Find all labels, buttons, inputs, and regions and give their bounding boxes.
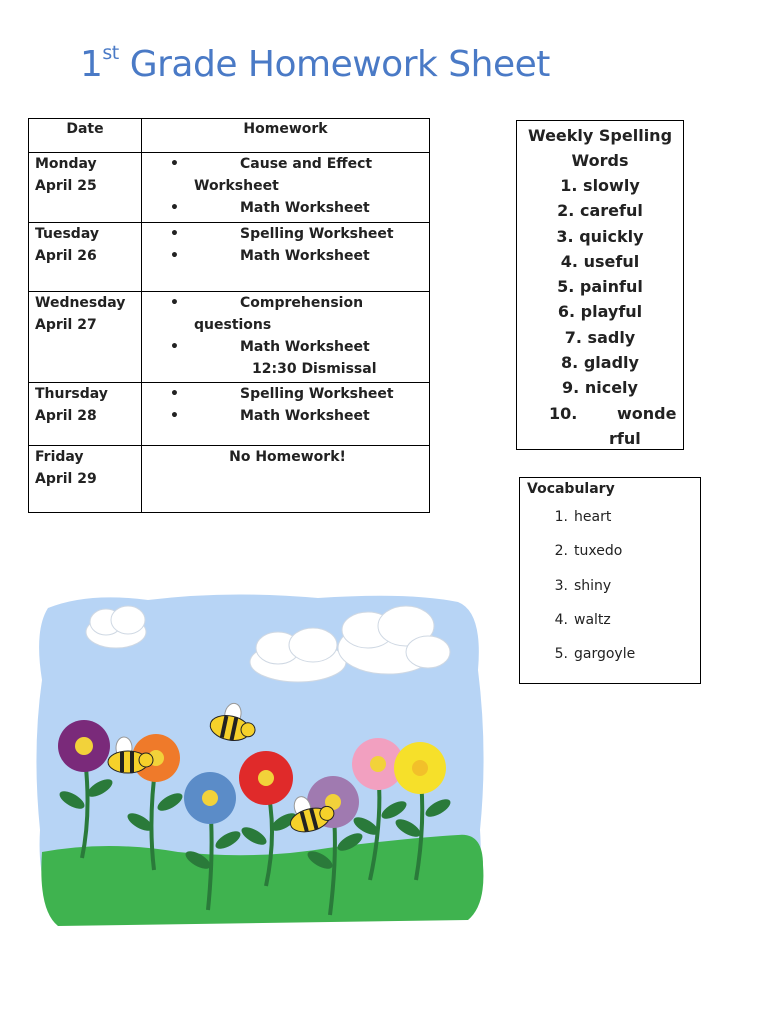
- item-number: 4.: [560, 251, 579, 271]
- homework-cell: [142, 153, 430, 223]
- task-text: Math Worksheet: [240, 200, 370, 216]
- bullet: •: [170, 386, 179, 402]
- list-item: [517, 198, 683, 223]
- day-label: Tuesday: [35, 226, 99, 242]
- date-label: April 28: [35, 408, 97, 424]
- title-superscript: st: [102, 42, 119, 64]
- item-number: 3.: [556, 226, 574, 246]
- spelling-word: sadly: [587, 327, 636, 347]
- spelling-word-part: wonde: [617, 403, 677, 423]
- homework-cell: [142, 292, 430, 383]
- bullet: •: [170, 226, 179, 242]
- list-item: [152, 197, 423, 219]
- vocabulary-box: [519, 477, 701, 684]
- task-text: Comprehension questions: [194, 295, 364, 333]
- date-label: April 25: [35, 178, 97, 194]
- item-number: 1.: [560, 176, 578, 195]
- title-text: Grade Homework Sheet: [118, 44, 550, 85]
- dismissal-note: 12:30 Dismissal: [252, 361, 377, 377]
- table-header-row: [29, 119, 430, 153]
- table-row: [29, 223, 430, 292]
- list-item: [517, 299, 683, 324]
- table-row: [29, 383, 430, 446]
- homework-cell: [142, 223, 430, 292]
- flower-icon: [184, 772, 236, 824]
- date-cell: [29, 292, 142, 383]
- list-item: [517, 274, 683, 299]
- no-homework-text: No Homework!: [229, 449, 346, 465]
- list-item: [520, 578, 700, 612]
- task-text: Spelling Worksheet: [240, 386, 394, 402]
- day-label: Monday: [35, 156, 97, 172]
- item-number: 5.: [554, 646, 568, 663]
- bullet: •: [170, 408, 179, 424]
- task-text: Math Worksheet: [240, 408, 370, 424]
- flower-icon: [239, 751, 293, 805]
- list-item: [517, 375, 683, 400]
- item-number: 10.: [549, 403, 578, 423]
- bullet: •: [170, 200, 179, 216]
- task-text: Cause and Effect Worksheet: [194, 156, 373, 194]
- spelling-word: nicely: [584, 378, 638, 398]
- list-item: [517, 350, 683, 375]
- list-item: [152, 153, 423, 197]
- spelling-word: painful: [579, 277, 643, 297]
- item-number: 2.: [554, 543, 568, 560]
- item-number: 1.: [554, 509, 568, 525]
- vocabulary-word: tuxedo: [574, 543, 623, 560]
- bullet: •: [170, 248, 179, 264]
- flower-icon: [58, 720, 110, 772]
- day-label: Thursday: [35, 386, 108, 402]
- list-item: [152, 405, 423, 427]
- spelling-word-part: rful: [609, 428, 641, 448]
- table-row: [29, 292, 430, 383]
- item-number: 5.: [557, 277, 575, 297]
- item-number: 4.: [554, 611, 568, 628]
- list-item: [520, 646, 700, 680]
- item-number: 6.: [557, 302, 576, 322]
- list-item: [517, 325, 683, 350]
- task-text: Math Worksheet: [240, 339, 370, 355]
- list-item: [152, 336, 423, 358]
- spelling-words-box: [516, 120, 684, 450]
- day-label: Friday: [35, 449, 84, 465]
- vocabulary-word: shiny: [574, 577, 612, 594]
- spelling-word: slowly: [583, 176, 640, 195]
- list-item: [517, 224, 683, 249]
- list-item: [520, 612, 700, 646]
- item-number: 9.: [562, 378, 580, 398]
- page-title: [80, 44, 550, 85]
- list-item: [517, 173, 683, 198]
- spelling-list: [517, 173, 683, 451]
- list-item: [520, 509, 700, 543]
- header-date: Date: [29, 119, 142, 153]
- header-homework: Homework: [142, 119, 430, 153]
- table-row: [29, 446, 430, 513]
- item-number: 7.: [564, 327, 582, 347]
- spelling-word: quickly: [579, 226, 644, 246]
- item-number: 3.: [554, 577, 568, 594]
- date-cell: [29, 153, 142, 223]
- homework-cell: [142, 446, 430, 513]
- vocabulary-title: Vocabulary: [527, 481, 615, 497]
- title-number: 1: [80, 44, 103, 85]
- vocabulary-list: [520, 509, 700, 680]
- list-item: [152, 292, 423, 336]
- bullet: •: [170, 339, 179, 355]
- day-label: Wednesday: [35, 295, 126, 311]
- list-item: [520, 543, 700, 577]
- list-item: [152, 383, 423, 405]
- cloud-icon: [86, 606, 146, 648]
- list-item: [152, 245, 423, 267]
- date-cell: [29, 446, 142, 513]
- flowers-bees-clipart: [28, 590, 488, 935]
- cloud-icon: [250, 628, 346, 682]
- item-number: 8.: [561, 353, 579, 373]
- spelling-word: useful: [583, 251, 640, 271]
- task-text: Math Worksheet: [240, 248, 370, 264]
- item-number: 2.: [557, 201, 575, 221]
- bullet: •: [170, 156, 179, 172]
- vocabulary-word: waltz: [574, 611, 611, 628]
- vocabulary-word: gargoyle: [574, 646, 636, 663]
- table-row: [29, 153, 430, 223]
- homework-cell: [142, 383, 430, 446]
- date-cell: [29, 223, 142, 292]
- date-label: April 26: [35, 248, 97, 264]
- bullet: •: [170, 295, 179, 311]
- list-item: [517, 249, 683, 274]
- date-label: April 29: [35, 471, 97, 487]
- spelling-word: careful: [579, 201, 643, 221]
- date-cell: [29, 383, 142, 446]
- spelling-title: Weekly Spelling Words: [527, 126, 673, 170]
- list-item: [152, 223, 423, 245]
- vocabulary-word: heart: [574, 509, 612, 525]
- spelling-word: playful: [580, 302, 643, 322]
- task-text: Spelling Worksheet: [240, 226, 394, 242]
- date-label: April 27: [35, 317, 97, 333]
- spelling-word: gladly: [583, 353, 639, 373]
- flower-icon: [394, 742, 446, 794]
- list-item: [517, 401, 683, 452]
- homework-table: [28, 118, 430, 513]
